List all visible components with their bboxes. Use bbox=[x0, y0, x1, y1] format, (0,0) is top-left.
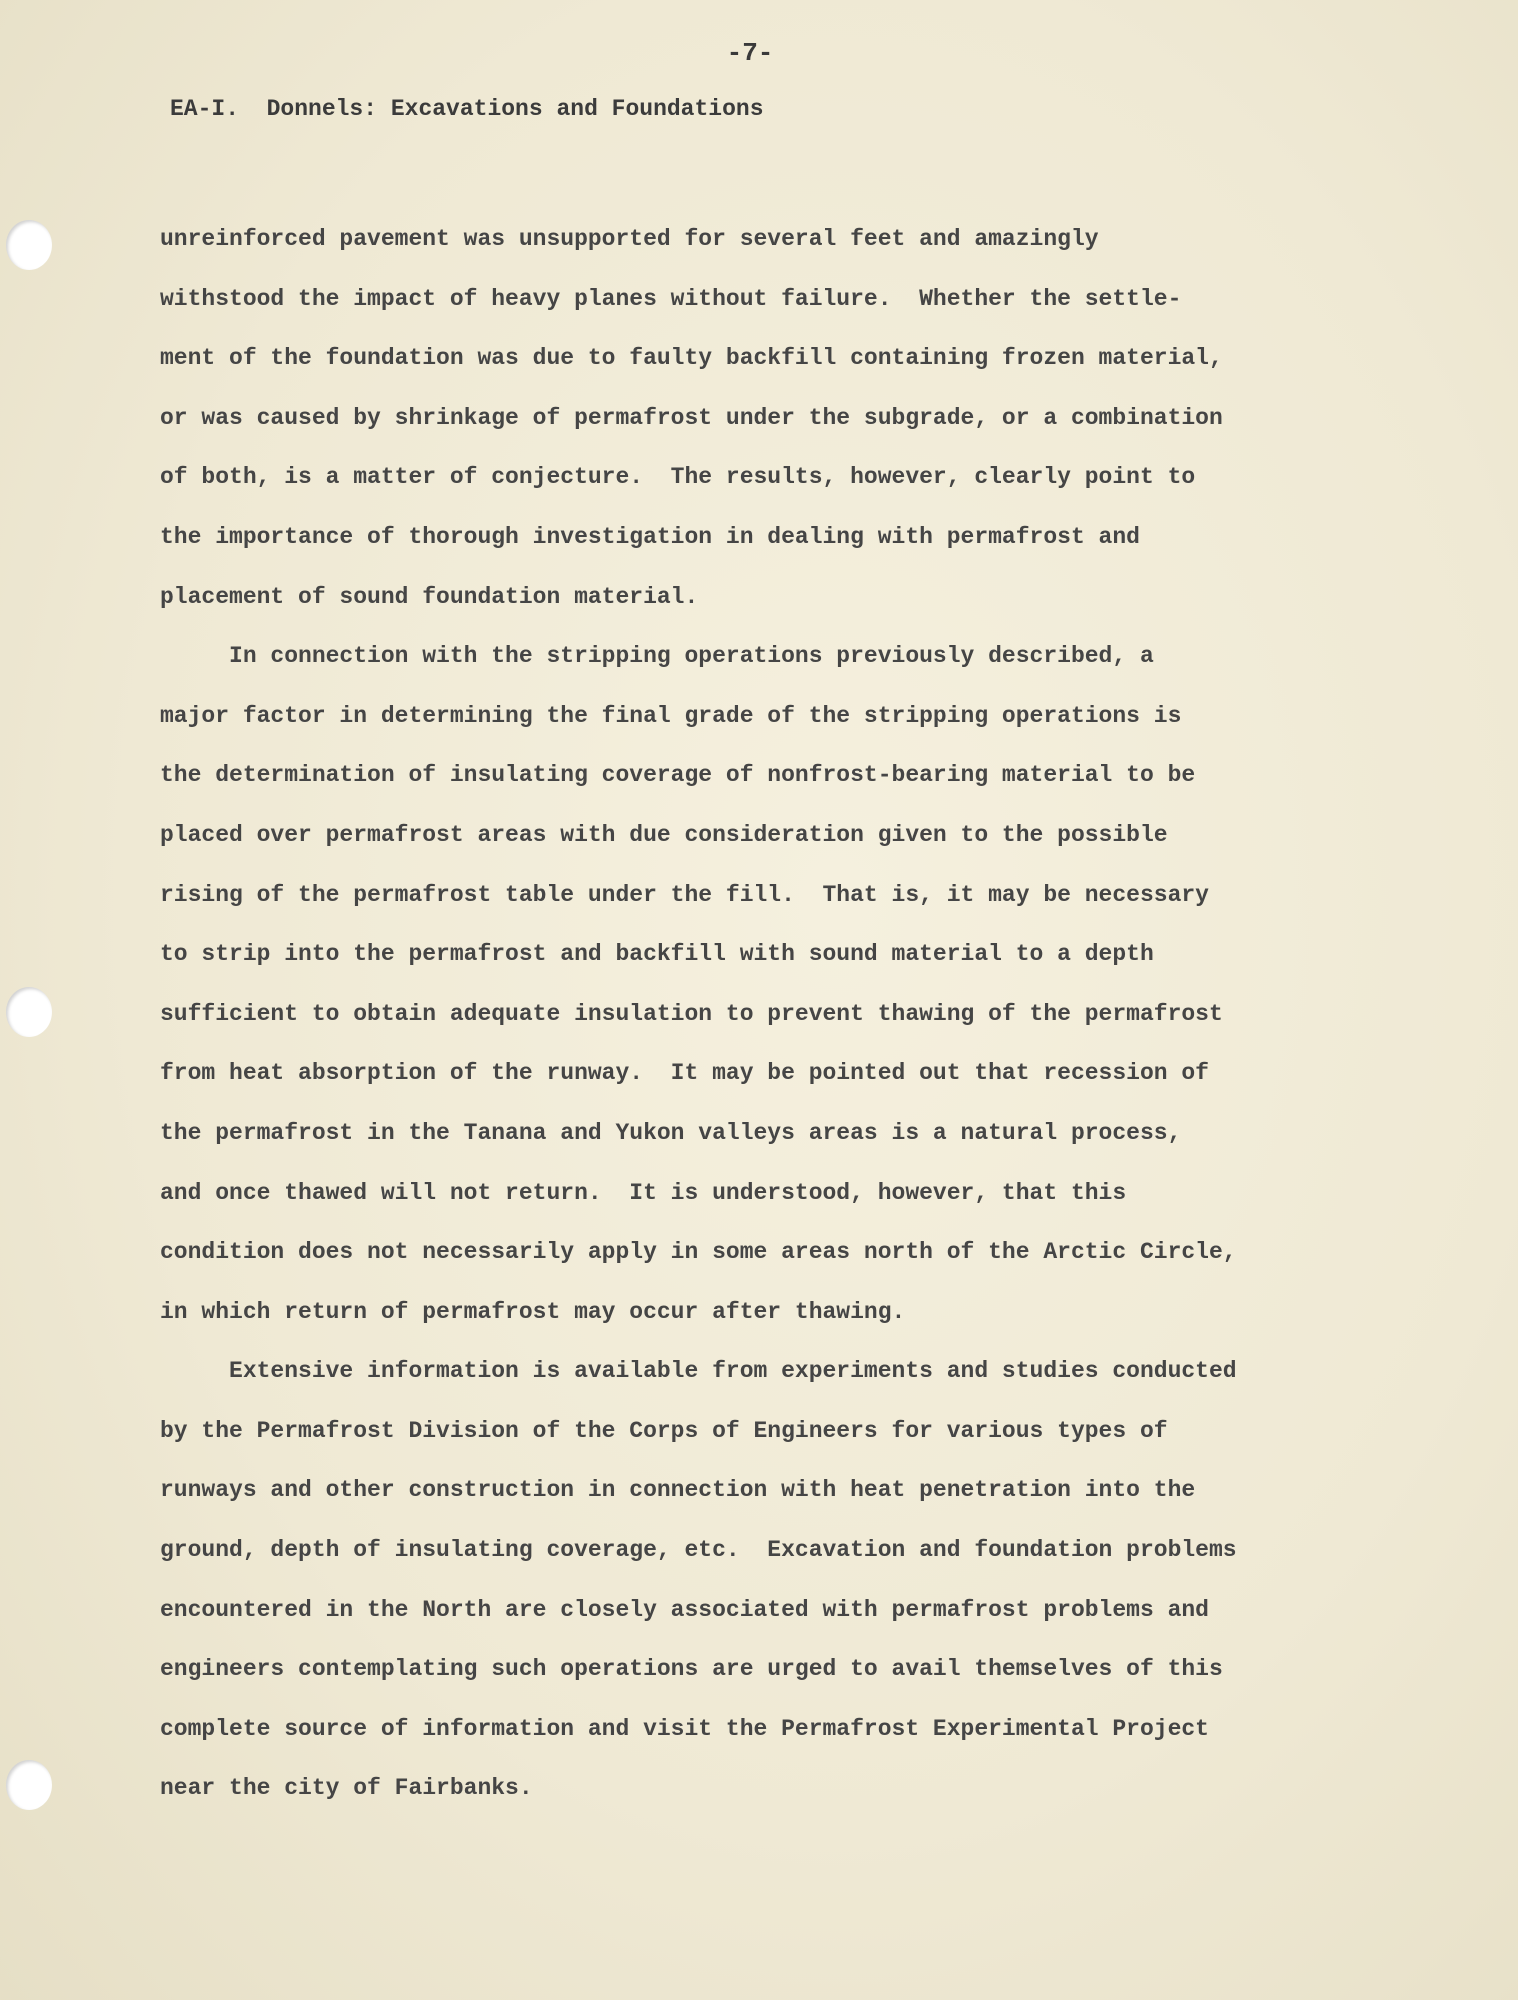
text-line: major factor in determining the final grade of the stripping operations is bbox=[160, 702, 1182, 729]
punch-hole bbox=[6, 987, 52, 1037]
text-line: withstood the impact of heavy planes without failure. Whether the settle- bbox=[160, 285, 1182, 312]
text-line: encountered in the North are closely associated with permafrost problems and bbox=[160, 1596, 1209, 1623]
text-line: near the city of Fairbanks. bbox=[160, 1775, 533, 1802]
punch-hole bbox=[6, 220, 52, 270]
text-line: of both, is a matter of conjecture. The results, however, clearly point to bbox=[160, 464, 1196, 491]
text-line: from heat absorption of the runway. It may be pointed out that recession of bbox=[160, 1060, 1209, 1087]
text-line: runways and other construction in connection with heat penetration into the bbox=[160, 1477, 1196, 1504]
text-line: in which return of permafrost may occur after thawing. bbox=[160, 1298, 906, 1325]
text-line: the determination of insulating coverage of nonfrost-bearing material to be bbox=[160, 762, 1196, 789]
paragraph-1 bbox=[160, 210, 1360, 627]
body-text bbox=[160, 210, 1360, 1819]
text-line: or was caused by shrinkage of permafrost under the subgrade, or a combination bbox=[160, 404, 1223, 431]
punch-hole bbox=[6, 1760, 52, 1810]
text-line: unreinforced pavement was unsupported for several feet and amazingly bbox=[160, 226, 1099, 252]
text-line: placement of sound foundation material. bbox=[160, 583, 699, 610]
text-line: to strip into the permafrost and backfill with sound material to a depth bbox=[160, 941, 1154, 968]
page-number: -7- bbox=[726, 38, 774, 68]
paragraph-3 bbox=[160, 1342, 1360, 1819]
paragraph-2 bbox=[160, 627, 1360, 1342]
text-line: and once thawed will not return. It is understood, however, that this bbox=[160, 1179, 1127, 1206]
text-line: sufficient to obtain adequate insulation to prevent thawing of the permafrost bbox=[160, 1000, 1223, 1027]
text-line: complete source of information and visit the Permafrost Experimental Project bbox=[160, 1715, 1209, 1742]
text-line: the importance of thorough investigation in dealing with permafrost and bbox=[160, 523, 1140, 550]
text-line: rising of the permafrost table under the fill. That is, it may be necessary bbox=[160, 881, 1209, 908]
text-line: In connection with the stripping operations previously described, a bbox=[160, 643, 1154, 670]
text-line: engineers contemplating such operations are urged to avail themselves of this bbox=[160, 1656, 1223, 1683]
text-line: by the Permafrost Division of the Corps of Engineers for various types of bbox=[160, 1417, 1168, 1444]
text-line: condition does not necessarily apply in some areas north of the Arctic Circle, bbox=[160, 1239, 1237, 1266]
text-line: ground, depth of insulating coverage, etc. Excavation and foundation problems bbox=[160, 1537, 1237, 1564]
running-header: EA-I. Donnels: Excavations and Foundations bbox=[170, 96, 764, 122]
text-line: Extensive information is available from experiments and studies conducted bbox=[160, 1358, 1237, 1385]
text-line: ment of the foundation was due to faulty backfill containing frozen material, bbox=[160, 345, 1223, 372]
text-line: the permafrost in the Tanana and Yukon valleys areas is a natural process, bbox=[160, 1119, 1182, 1146]
text-line: placed over permafrost areas with due consideration given to the possible bbox=[160, 821, 1168, 848]
